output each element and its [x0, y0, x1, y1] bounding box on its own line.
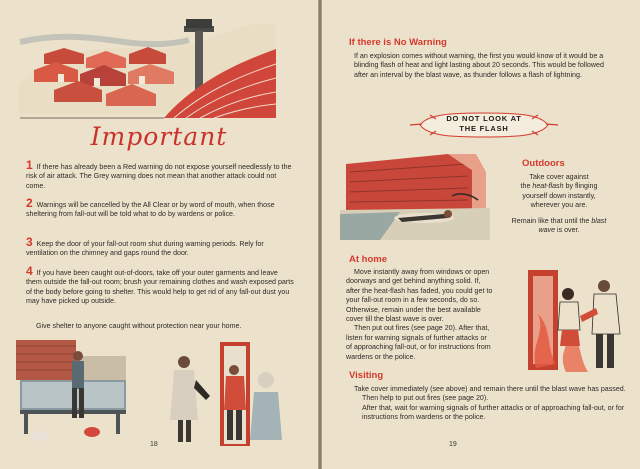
at-home-line: wardens or the police.	[346, 352, 416, 361]
item-2	[26, 198, 294, 220]
item-3	[26, 237, 294, 259]
visiting-paragraph: Then help to put out fires (see page 20).	[362, 394, 489, 403]
outdoors-line: yourself down instantly,	[522, 191, 596, 200]
item-text: If there has already been a Red warning do not expose yourself needlessly to the risk of air attack. The Grey warning does not mean that another attack could not come.	[26, 163, 292, 190]
door-scene-illustration	[166, 340, 290, 448]
outdoors-line	[484, 217, 634, 226]
item-text: If you have been caught out-of-doors, take off your outer garments and leave them outside the fall-out room; brush your remaining clothes and wash exposed parts of the body before going to shelter. This would help to get rid of any fall-out dust you may have picked up outside.	[26, 269, 294, 306]
rooftops-illustration	[14, 14, 284, 126]
flash-warning-banner	[410, 114, 558, 134]
no-warning-text: If an explosion comes without warning, the first you would know of it would be a blinding flash of heat and light lasting about 20 seconds. This would be followed after an interval by the blast wave, as thunder follows a flash of lightning.	[354, 52, 604, 79]
page-number: 18	[150, 441, 158, 448]
outdoors-illustration	[340, 152, 490, 240]
item-text: Keep the door of your fall-out room shut during warning periods. Rely for ventilation on the chimney and gaps round the door.	[26, 240, 264, 258]
item-number: 3	[26, 235, 33, 249]
section-heading-at-home: At home	[349, 254, 387, 265]
at-home-line: Otherwise, remain under the best available	[346, 305, 481, 314]
page-title: Important	[90, 122, 228, 151]
left-page	[0, 0, 318, 469]
outdoors-text-part: is over.	[555, 226, 580, 235]
visiting-paragraph: After that, wait for warning signals of further attacks or of approaching fall-out, or for instructions from wardens or the police.	[362, 403, 625, 422]
outdoors-emphasis: wave	[538, 226, 556, 235]
flash-warning-line-1: DO NOT LOOK AT	[446, 114, 522, 123]
item-number: 1	[26, 158, 33, 172]
at-home-line: cover till the blast wave is over.	[346, 315, 444, 324]
page-number: 19	[449, 441, 457, 448]
outdoors-text-part: Remain like that until the	[511, 216, 592, 225]
at-home-text	[346, 268, 546, 362]
outdoors-line: Take cover against	[529, 173, 589, 181]
outdoors-text-part: the	[520, 182, 533, 191]
item-1	[26, 160, 294, 191]
outdoors-emphasis: heat-flash	[532, 182, 564, 191]
visiting-text	[354, 385, 626, 423]
outdoors-emphasis: blast	[591, 216, 607, 225]
outdoors-line	[484, 226, 634, 235]
at-home-fire-illustration	[526, 264, 632, 374]
section-heading-visiting: Visiting	[349, 370, 384, 381]
outdoors-line: wherever you are.	[530, 201, 588, 210]
item-number: 2	[26, 196, 33, 210]
visiting-paragraph: Take cover immediately (see above) and remain there until the blast wave has passed.	[354, 385, 626, 393]
at-home-line: after the heat-flash has faded, you could get to	[346, 286, 493, 295]
outdoors-text-part: by flinging	[563, 182, 598, 191]
at-home-line: of approaching fall-out, or for instructions from	[346, 343, 491, 352]
section-heading-no-warning: If there is No Warning	[349, 37, 447, 48]
right-page	[322, 0, 640, 469]
at-home-line: your fall-out room in a few seconds, do so.	[346, 296, 480, 305]
flash-warning-line-2: THE FLASH	[459, 124, 509, 133]
at-home-line: Then put out fires (see page 20). After that,	[354, 324, 490, 333]
item-number: 4	[26, 264, 33, 278]
item-4	[26, 266, 294, 307]
at-home-line: listen for warning signals of further attacks or	[346, 333, 487, 342]
outdoors-text	[484, 173, 634, 235]
at-home-line: Move instantly away from windows or open	[354, 268, 490, 276]
item-text: Warnings will be cancelled by the All Clear or by word of mouth, when those sheltering from fall-out will be told what to do by wardens or police.	[26, 201, 275, 219]
at-home-line: doorways and get behind anything solid. If,	[346, 277, 481, 286]
shelter-note: Give shelter to anyone caught without protection near your home.	[36, 322, 242, 330]
outdoors-line	[484, 182, 634, 191]
section-heading-outdoors: Outdoors	[522, 158, 565, 169]
shelter-scene-illustration	[12, 336, 140, 448]
